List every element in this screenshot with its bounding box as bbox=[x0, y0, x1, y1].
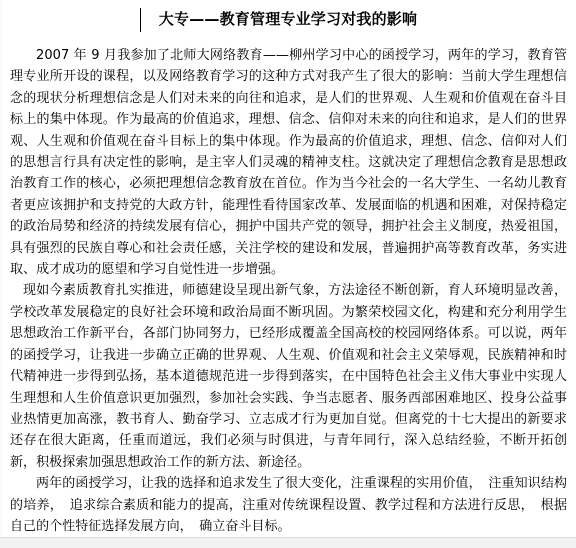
bottom-edge bbox=[0, 537, 576, 548]
paragraph-1: 2007 年 9 月我参加了北师大网络教育——柳州学习中心的函授学习，两年的学习，教育管理专业所开设的课程，以及网络教育学习的这种方式对我产生了很大的影响：当前大学生理想信念的现状分析理想信念是人们对未来的向往和追求，是人们的世界观、人生观和价值观在奋斗目标上的集中体现。作为最高的价值追求，理想、信念、信仰对未来的向往和追求，是人们的世界观、人生观和价值观在奋斗目标上的集中体现。作为最高的价值追求，理想、信念、信仰对人们的思想言行具有决定性的影响，是主宰人们灵魂的精神支柱。这就决定了理想信念教育是思想政治教育工作的核心，必须把理想信念教育放在首位。作为当今社会的一名大学生、一名幼儿教育者更应该拥护和支持党的大政方针，能理性看待国家改革、发展面临的机遇和困难，对保持稳定的政治局势和经济的持续发展有信心，拥护中国共产党的领导，拥护社会主义制度，热爱祖国，具有强烈的民族自尊心和社会责任感，关注学校的建设和发展，普遍拥护高等教育改革，务实进取、成才成功的愿望和学习自觉性进一步增强。 bbox=[10, 48, 567, 278]
document-title: 大专——教育管理专业学习对我的影响 bbox=[158, 10, 418, 28]
document-body bbox=[10, 45, 567, 537]
paragraph-2: 现如今素质教育扎实推进，师德建设呈现出新气象，方法途径不断创新，育人环境明显改善，学校改革发展稳定的良好社会环境和政治局面不断巩固。为繁荣校园文化，构建和充分利用学生思想政治工作新平台，各部门协同努力，已经形成覆盖全国高校的校园网络体系。可以说，两年的函授学习，让我进一步确立正确的世界观、人生观、价值观和社会主义荣辱观，民族精神和时代精神进一步得到弘扬，基本道德规范进一步得到落实，在中国特色社会主义伟大事业中实现人生理想和人生价值意识更加强烈，参加社会实践、争当志愿者、服务西部困难地区、投身公益事业热情更加高涨，教书育人、勤奋学习、立志成才行为更加自觉。但离党的十七大提出的新要求还存在很大距离，任重而道远，我们必须与时俱进，与青年同行，深入总结经验，不断开拓创新，积极探索加强思想政治工作的新方法、新途径。 bbox=[10, 283, 567, 470]
paragraph-3: 两年的函授学习，让我的选择和追求发生了很大变化，注重课程的实用价值， 注重知识结构的培养， 追求综合素质和能力的提高，注重对传统课程设置、教学过程和方法进行反思， 根据自己的个性特征选择发展方向， 确立奋斗目标。 bbox=[10, 476, 567, 534]
page-margin-strip bbox=[0, 0, 2, 548]
